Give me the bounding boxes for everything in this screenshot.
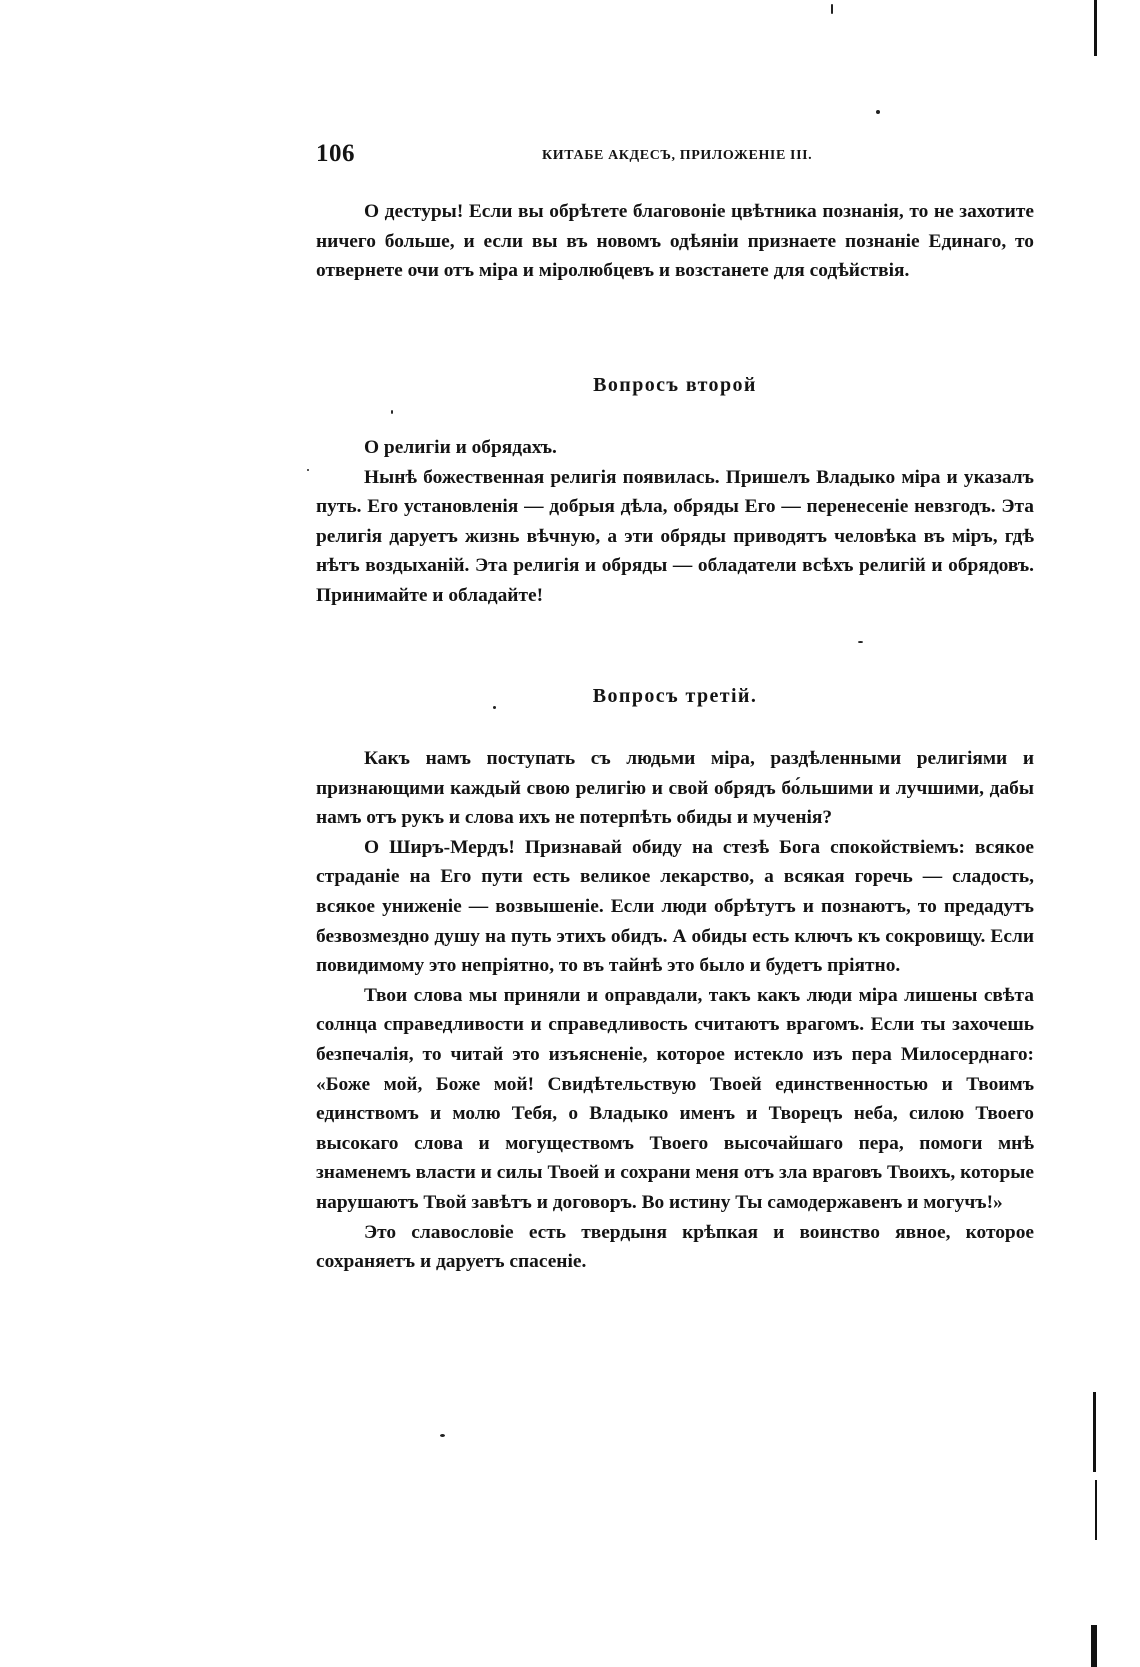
scan-edge-line: [1093, 1392, 1096, 1472]
section-2-text: [316, 433, 1034, 611]
scan-speck: [307, 469, 309, 471]
section-2-heading: Вопросъ второй: [593, 374, 757, 396]
scan-speck: [858, 641, 863, 643]
section-2-subheading: О религіи и обрядахъ.: [364, 437, 557, 458]
section-1-text: [316, 197, 1034, 286]
scan-speck: [831, 4, 833, 14]
section-3-heading: Вопросъ третій.: [592, 685, 758, 707]
running-head: [316, 140, 1036, 176]
scan-edge-line: [1095, 1480, 1097, 1540]
scan-speck: [440, 1434, 445, 1437]
scan-speck: [493, 706, 496, 709]
paragraph: Твои слова мы приняли и оправдали, такъ какъ люди міра лишены свѣта солнца справедливости и справедливость считаютъ врагомъ. Если ты захочешь безпечалія, то читай это изъясненіе, которое истекло изъ пера Милосерднаго: «Боже мой, Боже мой! Свидѣтельствую Твоей единственностью и Твоимъ единствомъ и молю Тебя, о Владыко именъ и Творецъ неба, силою Твоего высокаго слова и могуществомъ Твоего высочайшаго пера, помоги мнѣ знаменемъ власти и силы Твоей и сохрани меня отъ зла враговъ Твоихъ, которые нарушаютъ Твой завѣтъ и договоръ. Во истину Ты самодержавенъ и могучъ!»: [316, 984, 1034, 1213]
page-number: 106: [316, 140, 355, 167]
paragraph: Нынѣ божественная религія появилась. Пришелъ Владыко міра и указалъ путь. Его установленія — добрыя дѣла, обряды Его — перенесеніе невзгодъ. Эта религія даруетъ жизнь вѣчную, а эти обряды приводятъ человѣка въ міръ, гдѣ нѣтъ воздыханій. Эта религія и обряды — обладатели всѣхъ религій и обрядовъ. Принимайте и обладайте!: [316, 466, 1034, 606]
paragraph: О Ширъ-Мердъ! Признавай обиду на стезѣ Бога спокойствіемъ: всякое страданіе на Его пути есть великое лекарство, а всякая горечь — сладость, всякое униженіе — возвышеніе. Если люди обрѣтутъ и познаютъ, то предадутъ безвозмездно душу на путь этихъ обидъ. А обиды есть ключъ къ сокровищу. Если повидимому это непріятно, то въ тайнѣ это было и будетъ пріятно.: [316, 836, 1034, 977]
running-title: КИТАБЕ АКДЕСЪ, ПРИЛОЖЕНІЕ III.: [542, 148, 813, 163]
paragraph: Какъ намъ поступать съ людьми міра, раздѣленными религіями и признающими каждый свою религію и свой обрядъ бо́льшими и лучшими, дабы намъ отъ рукъ и слова ихъ не потерпѣть обиды и мученія?: [316, 748, 1034, 829]
scan-edge-line: [1094, 0, 1097, 56]
paragraph: Это славословіе есть твердыня крѣпкая и воинство явное, которое сохраняетъ и даруетъ спасеніе.: [316, 1221, 1034, 1273]
paragraph: О дестуры! Если вы обрѣтете благовоніе цвѣтника познанія, то не захотите ничего больше, и если вы въ новомъ одѣяніи признаете познаніе Единаго, то отвернете очи отъ міра и міролюбцевъ и возстанете для содѣйствія.: [316, 201, 1034, 282]
scan-speck: [391, 410, 393, 414]
section-3-text: [316, 744, 1034, 1277]
scan-speck: [876, 110, 880, 114]
scan-edge-line: [1091, 1625, 1097, 1667]
